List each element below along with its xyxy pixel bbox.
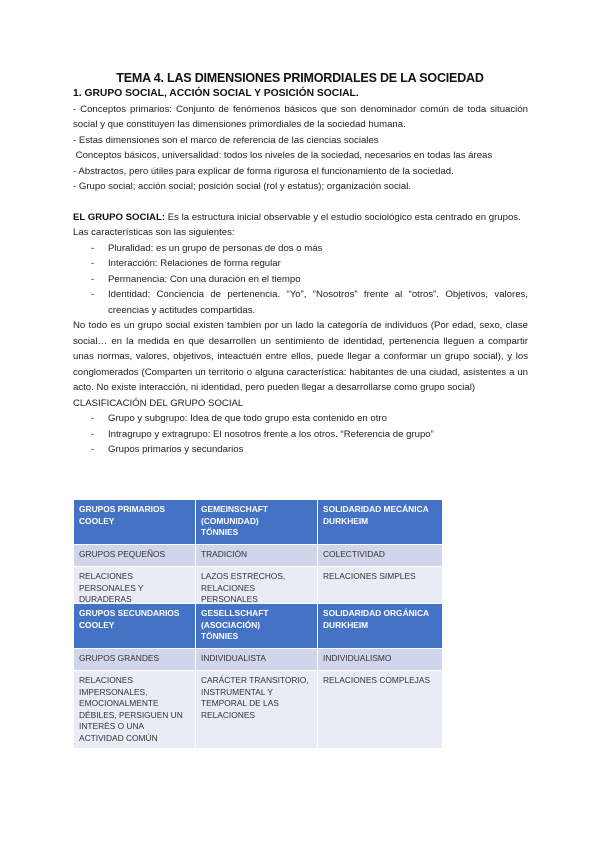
clasificacion-list (73, 411, 528, 458)
header-cell: SOLIDARIDAD MECÁNICA DURKHEIM (318, 500, 443, 545)
list-item: - Grupos primarios y secundarios (73, 442, 528, 458)
table-row (74, 671, 443, 749)
table-row (74, 545, 443, 567)
grupo-social-paragraph: No todo es un grupo social existen tambien por un lado la categoría de individuos (Por edad, sexo, clase social… en la medida en que desarrollen un sentimiento de identidad, pertenencia lleguen a compartir unas normas, valores, objetivos, inteactuén entre ellos, puede llegar a conformar un grupo social), y los conglomerados (Comparten un territorio o alguna característica: habitantes de una ciudad, asistentes a un acto. No existe interacción, ni identidad, pero pueden llegar a desarrollarse como grupo social) (73, 320, 528, 393)
section-1-line: - Estas dimensiones son el marco de referencia de las ciencias sociales (73, 134, 379, 146)
list-item: - Permanencia: Con una duración en el tiempo (73, 272, 528, 288)
grupo-social-intro-text: Es la estructura inicial observable y el estudio sociológico esta centrado en grupos. (167, 211, 521, 223)
table-cell: INDIVIDUALISTA (196, 649, 318, 671)
list-item: - Interacción: Relaciones de forma regular (73, 256, 528, 272)
table-grupos-secundarios (73, 603, 443, 749)
caracteristicas-list (73, 241, 528, 319)
table-cell: COLECTIVIDAD (318, 545, 443, 567)
table-cell: RELACIONES PERSONALES Y DURADERAS (74, 567, 196, 611)
section-1-line: - Conceptos primarios: Conjunto de fenómenos básicos que son denominador común de toda situación social y que constituyen las dimensiones primordiales de la sociedad humana. (73, 103, 528, 130)
table-row (74, 649, 443, 671)
table-cell: RELACIONES SIMPLES (318, 567, 443, 611)
table-header-row (74, 500, 443, 545)
table-cell: RELACIONES IMPERSONALES, EMOCIONALMENTE DÉBILES, PERSIGUEN UN INTERÉS O UNA ACTIVIDAD COMÚN (74, 671, 196, 749)
section-1-line: - Abstractos, pero útiles para explicar de forma rigurosa el funcionamiento de la sociedad. (73, 165, 454, 177)
grupo-social-heading: EL GRUPO SOCIAL: (73, 211, 166, 223)
table-cell: RELACIONES COMPLEJAS (318, 671, 443, 749)
header-cell: GESELLSCHAFT (ASOCIACIÓN) TÖNNIES (196, 604, 318, 649)
list-item: - Pluralidad: es un grupo de personas de dos o más (73, 241, 528, 257)
table-cell: INDIVIDUALISMO (318, 649, 443, 671)
table-cell: CARÁCTER TRANSITORIO, INSTRUMENTAL Y TEMPORAL DE LAS RELACIONES (196, 671, 318, 749)
header-cell: SOLIDARIDAD ORGÁNICA DURKHEIM (318, 604, 443, 649)
section-1-line: - Grupo social; acción social; posición social (rol y estatus); organización social. (73, 181, 412, 192)
header-cell: GEMEINSCHAFT (COMUNIDAD) TÖNNIES (196, 500, 318, 545)
header-cell: GRUPOS PRIMARIOS COOLEY (74, 500, 196, 545)
section-1 (73, 86, 528, 458)
list-item: - Grupo y subgrupo: Idea de que todo grupo esta contenido en otro (73, 411, 528, 427)
table-cell: GRUPOS PEQUEÑOS (74, 545, 196, 567)
section-1-heading: 1. GRUPO SOCIAL, ACCIÓN SOCIAL Y POSICIÓN SOCIAL. (73, 88, 359, 99)
grupo-social-intro (73, 210, 528, 226)
section-1-line: Conceptos básicos, universalidad: todos los niveles de la sociedad, necesarios en todas las áreas (73, 150, 493, 161)
list-item: - Intragrupo y extragrupo: El nosotros frente a los otros. “Referencia de grupo” (73, 427, 528, 443)
table-header-row (74, 604, 443, 649)
table-cell: LAZOS ESTRECHOS, RELACIONES PERSONALES (196, 567, 318, 611)
caracteristicas-label: Las características son las siguientes: (73, 227, 235, 238)
header-cell: GRUPOS SECUNDARIOS COOLEY (74, 604, 196, 649)
document-title: TEMA 4. LAS DIMENSIONES PRIMORDIALES DE LA SOCIEDAD (116, 71, 484, 85)
clasificacion-label: CLASIFICACIÓN DEL GRUPO SOCIAL (73, 397, 244, 409)
table-cell: TRADICIÓN (196, 545, 318, 567)
table-grupos-primarios (73, 499, 443, 611)
list-item: - Identidad: Conciencia de pertenencia. “Yo”, “Nosotros” frente al “otros”. Objetivos, valores, creencias y actitudes compartidas. (73, 287, 528, 318)
table-cell: GRUPOS GRANDES (74, 649, 196, 671)
